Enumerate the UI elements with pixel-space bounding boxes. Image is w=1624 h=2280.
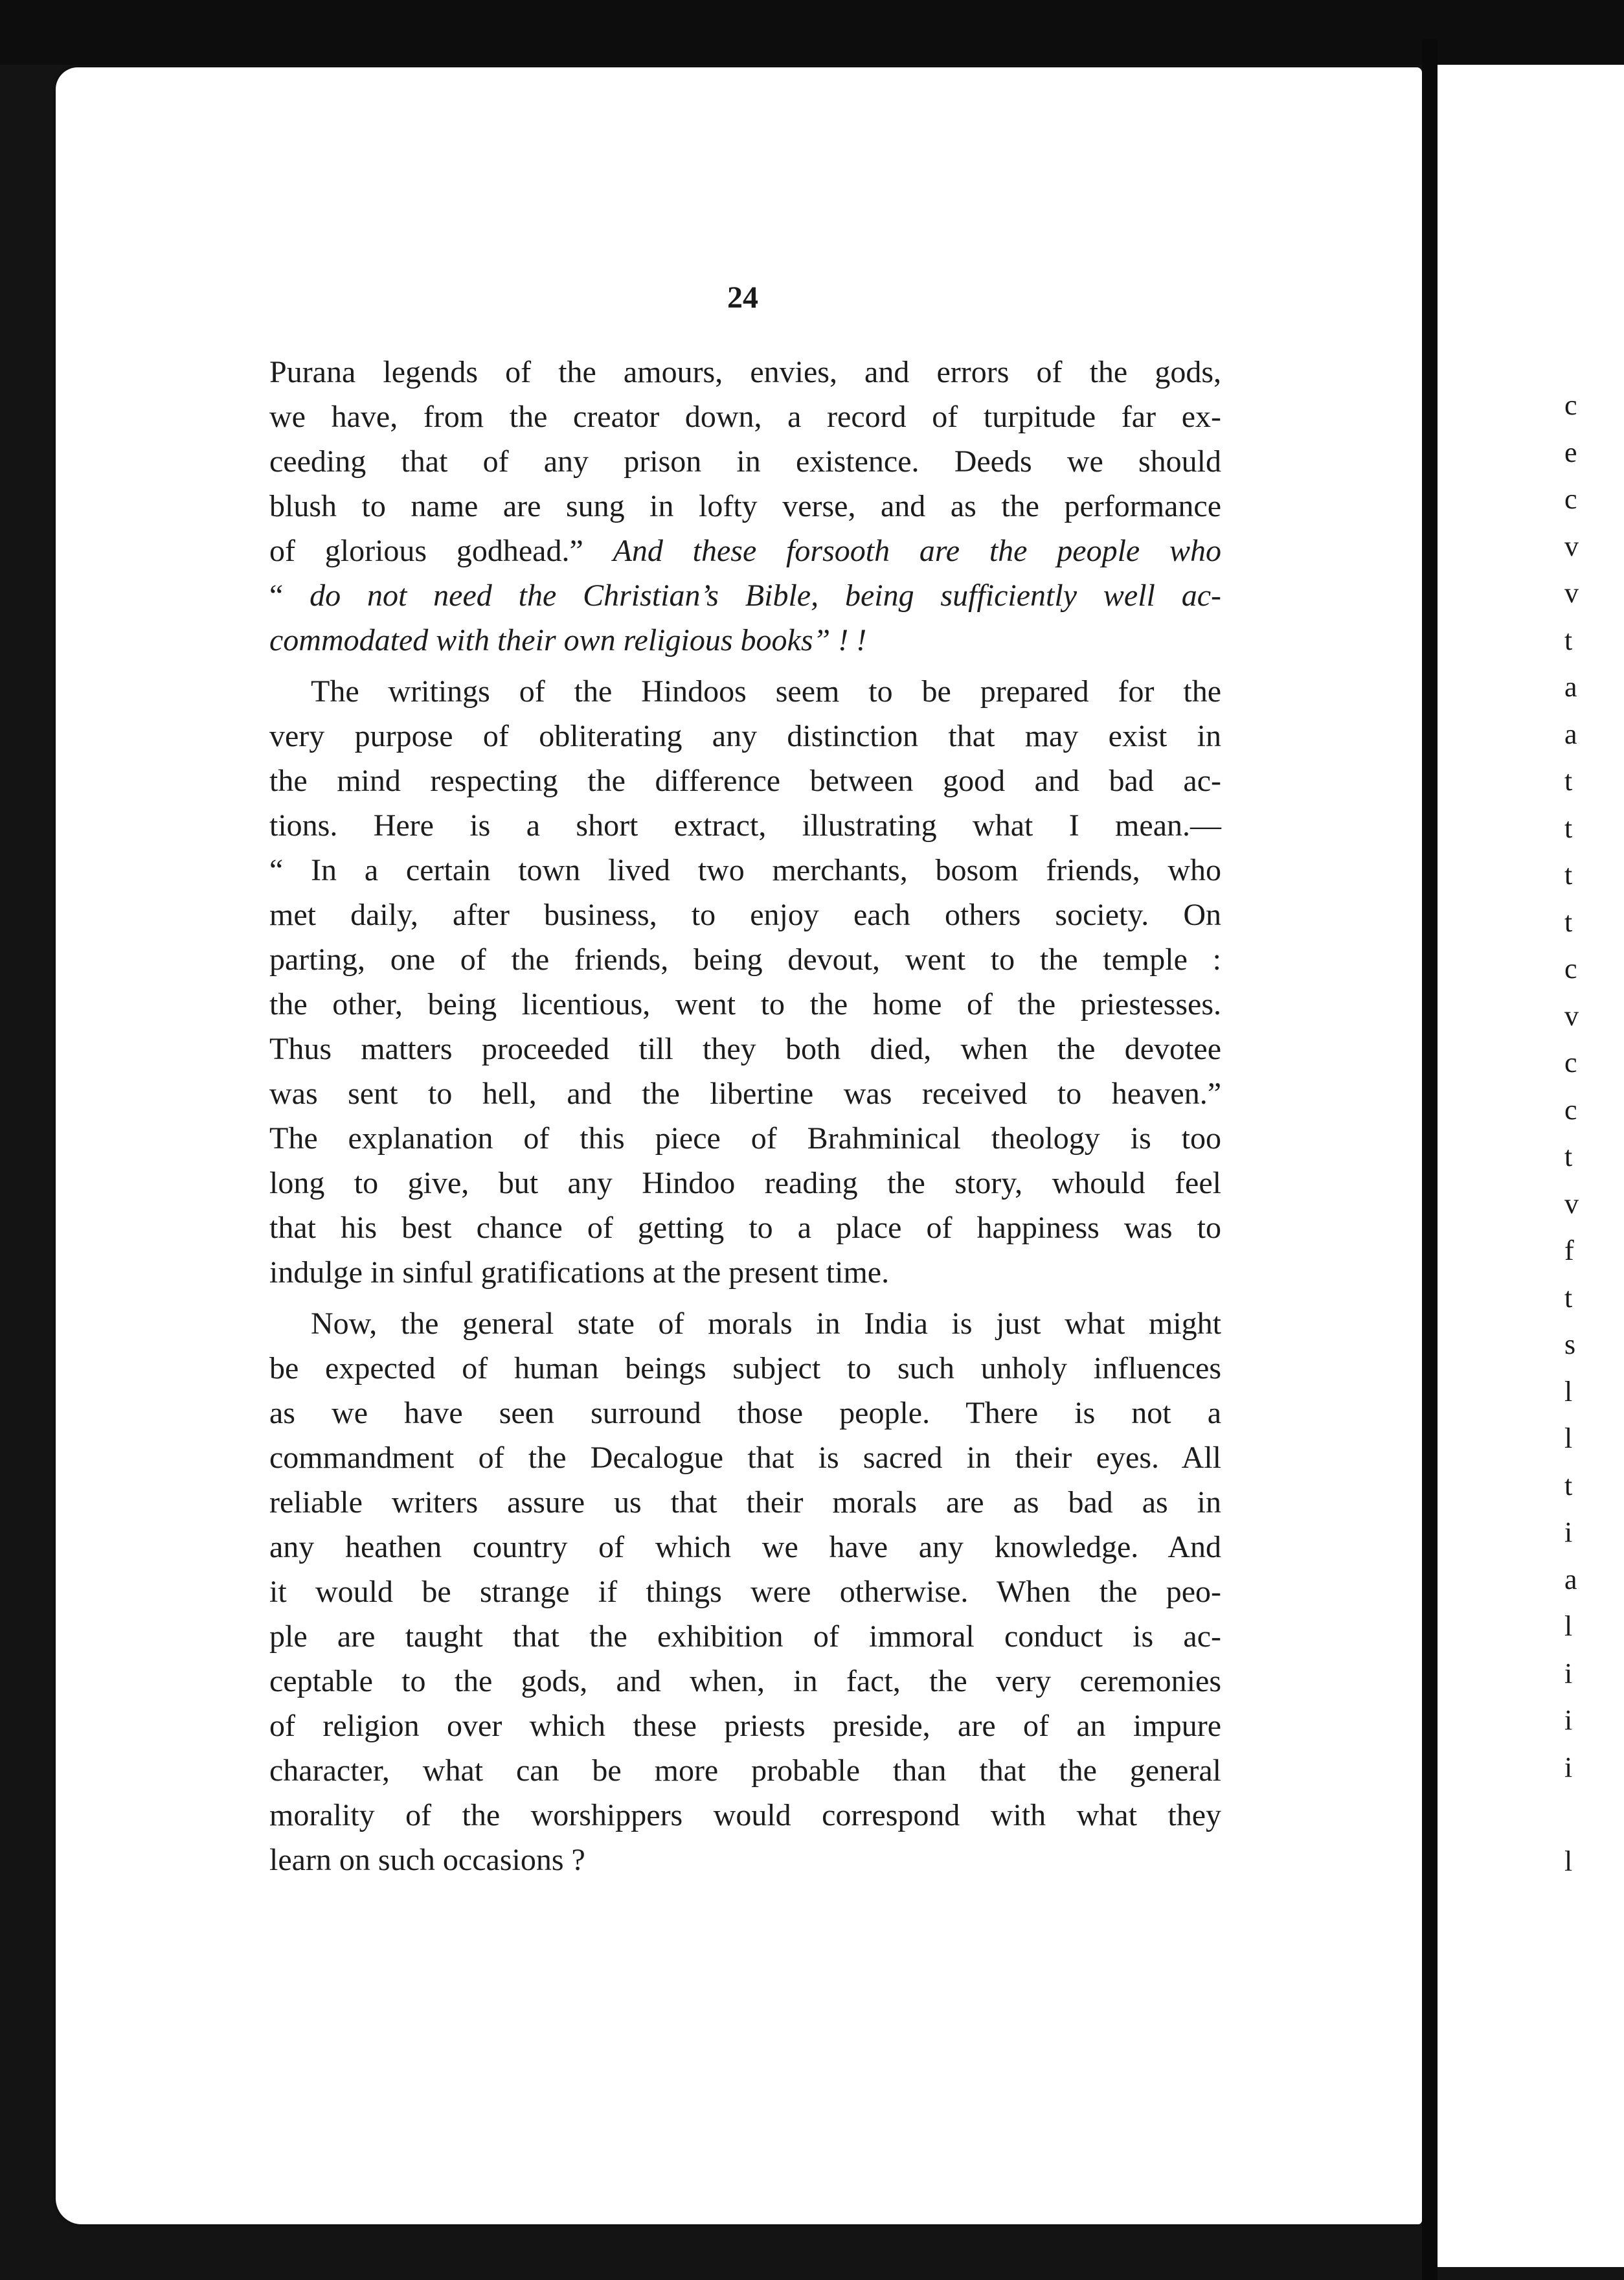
fragment-letter: v (1564, 999, 1579, 1032)
text-run: “ (269, 578, 310, 613)
text-line (269, 1250, 1221, 1295)
paragraph-gap (269, 1295, 1221, 1301)
fragment-letter: t (1564, 859, 1573, 891)
text-line (269, 439, 1221, 484)
text-line (269, 529, 1221, 573)
text-run: character, what can be more probable than that the general (269, 1753, 1221, 1788)
text-run: ceeding that of any prison in existence. Deeds we should (269, 444, 1221, 479)
paragraph (269, 1301, 1221, 1882)
paragraph (269, 669, 1221, 1295)
text-run: learn on such occasions ? (269, 1843, 585, 1877)
fragment-letter: l (1564, 1845, 1573, 1877)
fragment-letter: e (1564, 436, 1577, 468)
fragment-letter: s (1564, 1328, 1576, 1360)
text-line (269, 1793, 1221, 1838)
fragment-letter: t (1564, 1469, 1573, 1501)
text-run: as we have seen surround those people. There is not a (269, 1396, 1221, 1430)
text-run: of glorious godhead.” (269, 534, 613, 568)
text-run: ceptable to the gods, and when, in fact, the very ceremonies (269, 1664, 1221, 1698)
fragment-letter: c (1564, 953, 1577, 985)
fragment-letter: a (1564, 718, 1577, 750)
fragment-letter: f (1564, 1235, 1574, 1266)
fragment-letter: t (1564, 1141, 1573, 1172)
text-run: be expected of human beings subject to such unholy influences (269, 1351, 1221, 1385)
text-run: commandment of the Decalogue that is sacred in their eyes. All (269, 1441, 1221, 1475)
text-run: parting, one of the friends, being devout, went to the temple : (269, 942, 1221, 977)
italic-text: commodated with their own religious books” ! ! (269, 623, 867, 657)
text-run: “ In a certain town lived two merchants, bosom friends, who (269, 853, 1221, 887)
fragment-letter: t (1564, 765, 1573, 797)
fragment-letter: c (1564, 483, 1577, 515)
text-run: the other, being licentious, went to the home of the priestesses. (269, 987, 1221, 1021)
fragment-letter: t (1564, 812, 1573, 844)
text-line (269, 1480, 1221, 1525)
fragment-letter: v (1564, 577, 1579, 609)
italic-text: do not need the Christian’s Bible, being sufficiently well ac- (310, 578, 1221, 613)
text-run: of religion over which these priests preside, are of an impure (269, 1709, 1221, 1743)
fragment-letter: i (1564, 1704, 1573, 1736)
fragment-letter (1564, 1791, 1623, 1838)
text-run: The explanation of this piece of Brahminical theology is too (269, 1121, 1221, 1156)
fragment-letter: i (1564, 1657, 1573, 1689)
fragment-letter: t (1564, 624, 1573, 656)
text-line (269, 1391, 1221, 1435)
fragment-letter: l (1564, 1422, 1573, 1454)
fragment-letter: v (1564, 530, 1579, 562)
text-run: long to give, but any Hindoo reading the story, whould feel (269, 1166, 1221, 1200)
fragment-letter: i (1564, 1516, 1573, 1548)
scan-top-edge (0, 0, 1624, 65)
text-line (269, 1301, 1221, 1346)
fragment-letter: l (1564, 1375, 1573, 1408)
text-run: reliable writers assure us that their morals are as bad as in (269, 1485, 1221, 1520)
italic-text: And these forsooth are the people who (613, 534, 1221, 568)
fragment-letter: c (1564, 1093, 1577, 1126)
fragment-letter: a (1564, 671, 1577, 703)
text-line (269, 394, 1221, 439)
fragment-letter: c (1564, 1047, 1577, 1078)
text-line (269, 1569, 1221, 1614)
text-run: Thus matters proceeded till they both died, when the devotee (269, 1032, 1221, 1066)
fragment-letter: v (1564, 1187, 1579, 1220)
text-line (269, 618, 1221, 663)
text-line (269, 893, 1221, 937)
text-line (269, 484, 1221, 529)
text-run: The writings of the Hindoos seem to be prepared for the (311, 674, 1221, 709)
text-run: morality of the worshippers would correspond with what they (269, 1798, 1221, 1832)
paragraph (269, 350, 1221, 663)
paragraph-gap (269, 663, 1221, 669)
text-run: Now, the general state of morals in India is just what might (311, 1306, 1221, 1341)
text-line (269, 1838, 1221, 1882)
text-line (269, 1704, 1221, 1748)
fragment-letter: l (1564, 1610, 1573, 1642)
text-line (269, 937, 1221, 982)
text-line (269, 1027, 1221, 1071)
text-line (269, 1116, 1221, 1161)
text-line (269, 1435, 1221, 1480)
text-run: Purana legends of the amours, envies, and errors of the gods, (269, 355, 1221, 389)
text-run: met daily, after business, to enjoy each others society. On (269, 898, 1221, 932)
text-line (269, 982, 1221, 1027)
text-line (269, 848, 1221, 893)
text-line (269, 1071, 1221, 1116)
text-line (269, 803, 1221, 848)
text-line (269, 350, 1221, 394)
text-line (269, 1161, 1221, 1205)
fragment-letter: t (1564, 906, 1573, 938)
text-line (269, 1525, 1221, 1569)
text-run: very purpose of obliterating any distinction that may exist in (269, 719, 1221, 753)
text-run: ple are taught that the exhibition of immoral conduct is ac- (269, 1619, 1221, 1654)
text-run: any heathen country of which we have any knowledge. And (269, 1530, 1221, 1564)
text-run: blush to name are sung in lofty verse, and as the performance (269, 489, 1221, 523)
text-line (269, 714, 1221, 758)
text-line (269, 1346, 1221, 1391)
text-run: was sent to hell, and the libertine was received to heaven.” (269, 1077, 1221, 1111)
text-line (269, 669, 1221, 714)
fragment-letter: i (1564, 1751, 1573, 1783)
page-number: 24 (727, 280, 758, 315)
fragment-letter: a (1564, 1563, 1577, 1595)
text-line (269, 758, 1221, 803)
book-gutter (1422, 39, 1438, 2280)
text-line (269, 1205, 1221, 1250)
fragment-letter: c (1564, 389, 1577, 421)
text-run: that his best chance of getting to a place of happiness was to (269, 1211, 1221, 1245)
text-line (269, 1659, 1221, 1704)
text-line (269, 1614, 1221, 1659)
fragment-letter: t (1564, 1281, 1573, 1314)
body-text (269, 350, 1221, 1882)
text-run: it would be strange if things were otherwise. When the peo- (269, 1575, 1221, 1609)
text-run: the mind respecting the difference between good and bad ac- (269, 764, 1221, 798)
text-line (269, 573, 1221, 618)
text-run: we have, from the creator down, a record of turpitude far ex- (269, 400, 1221, 434)
facing-page-fragments (1564, 382, 1623, 1885)
text-line (269, 1748, 1221, 1793)
text-run: indulge in sinful gratifications at the present time. (269, 1255, 890, 1290)
text-run: tions. Here is a short extract, illustrating what I mean.— (269, 808, 1221, 843)
